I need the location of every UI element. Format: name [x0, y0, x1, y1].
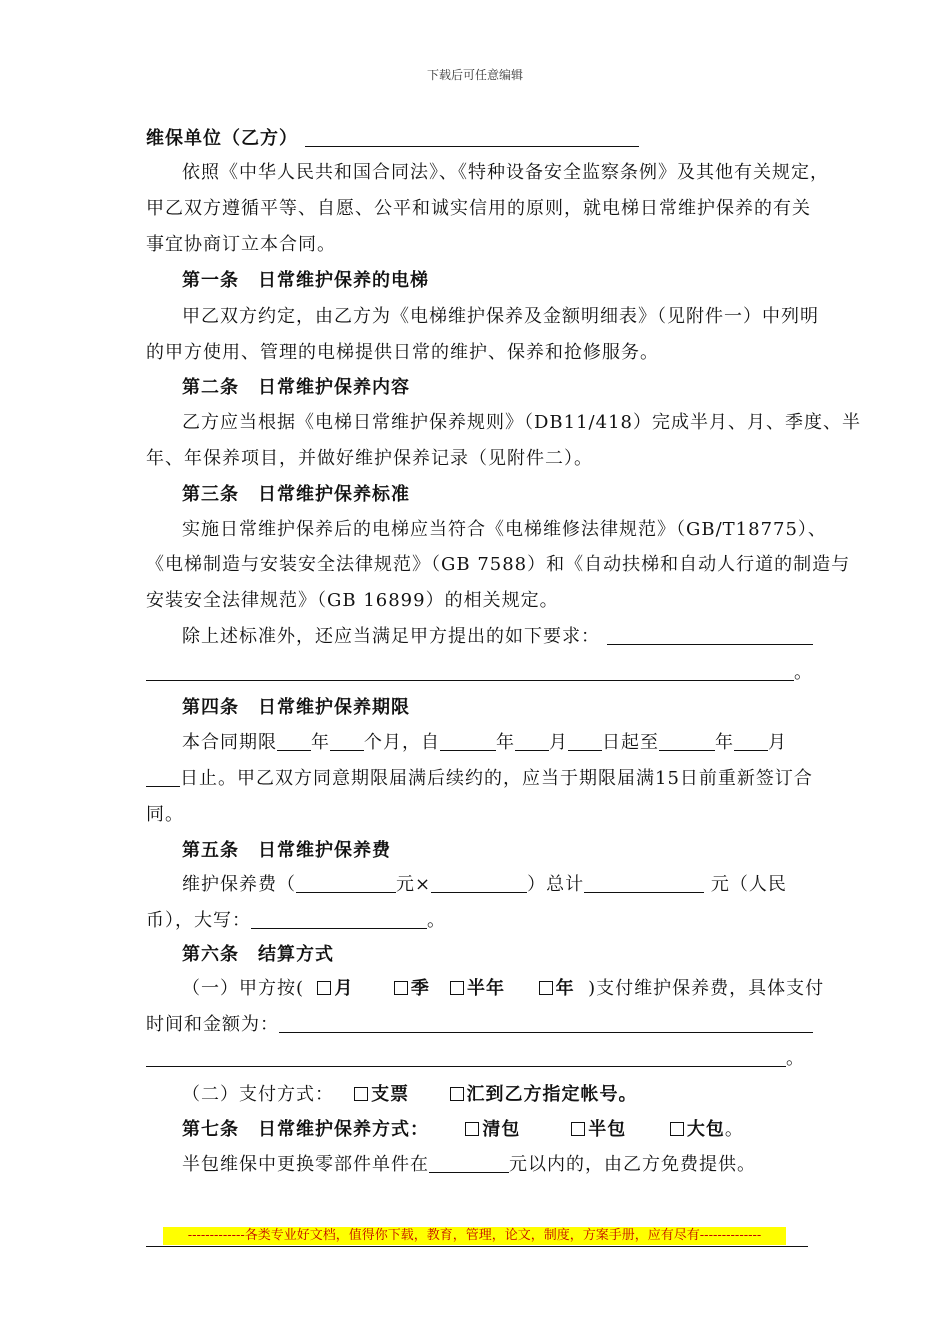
- requirements-end: 。: [794, 662, 813, 683]
- article-4-line-1: [182, 730, 808, 756]
- start-day-unit: 日起至: [602, 732, 659, 753]
- article-6-line-3: [146, 1046, 808, 1072]
- checkbox-month[interactable]: [317, 981, 331, 995]
- footer-divider: [146, 1246, 808, 1247]
- fee-total-blank[interactable]: [584, 874, 704, 893]
- article-7-title: 第七条 日常维护保养方式：: [182, 1119, 429, 1140]
- fee-currency-label: 元（人民: [710, 874, 787, 895]
- start-day-blank[interactable]: [568, 732, 602, 751]
- settlement-time-label: 时间和金额为：: [146, 1014, 279, 1035]
- option-month-label: 月: [334, 978, 354, 999]
- option-half-contract-label: 半包: [588, 1119, 627, 1140]
- preamble-line-1: 依照《中华人民共和国合同法》、《特种设备安全监察条例》及其他有关规定，: [182, 162, 829, 183]
- start-year-unit: 年: [496, 732, 515, 753]
- checkbox-check-payment[interactable]: [354, 1087, 368, 1101]
- checkbox-major-contract[interactable]: [670, 1122, 684, 1136]
- article-3-line-1: 实施日常维护保养后的电梯应当符合《电梯维修法律规范》（GB/T18775）、: [182, 519, 827, 540]
- article-4-line-3: 同。: [146, 804, 184, 825]
- start-month-unit: 月: [549, 732, 568, 753]
- end-month-unit: 月: [768, 732, 787, 753]
- end-year-blank[interactable]: [659, 732, 715, 751]
- article-4-renewal-text: 日止。甲乙双方同意期限届满后续约的，应当于期限届满15日前重新签订合: [180, 768, 813, 789]
- checkbox-half-contract[interactable]: [571, 1122, 585, 1136]
- article-3-title: 第三条 日常维护保养标准: [182, 484, 410, 505]
- parts-limit-label: 半包维保中更换零部件单件在: [182, 1154, 429, 1175]
- checkbox-full-contract[interactable]: [465, 1122, 479, 1136]
- term-label: 本合同期限: [182, 732, 277, 753]
- footer-banner: -------------各类专业好文档，值得你下载，教育，管理，论文，制度，方案手册，应有尽有--------------: [163, 1227, 786, 1245]
- option-full-contract-label: 清包: [482, 1119, 521, 1140]
- article-5-line-1: [182, 872, 808, 898]
- article-2-line-2: 年、年保养项目，并做好维护保养记录（见附件二）。: [146, 448, 593, 469]
- payment-method-label: （二）支付方式：: [182, 1084, 334, 1105]
- fee-capital-label: 币），大写：: [146, 910, 251, 931]
- fee-multiply: 元×: [396, 874, 432, 895]
- article-3-requirements-label: 除上述标准外，还应当满足甲方提出的如下要求：: [182, 626, 600, 647]
- parts-limit-text: 元以内的，由乙方免费提供。: [509, 1154, 756, 1175]
- checkbox-bank-transfer[interactable]: [450, 1087, 464, 1101]
- settlement-time-blank-2[interactable]: [146, 1048, 786, 1067]
- preamble-line-3: 事宜协商订立本合同。: [146, 234, 336, 255]
- term-years-blank[interactable]: [277, 732, 311, 751]
- article-4-title: 第四条 日常维护保养期限: [182, 697, 410, 718]
- checkbox-half-year[interactable]: [450, 981, 464, 995]
- start-month-blank[interactable]: [515, 732, 549, 751]
- fee-capital-blank[interactable]: [251, 910, 427, 929]
- article-4-line-2: [146, 766, 813, 792]
- article-2-line-1: 乙方应当根据《电梯日常维护保养规则》（DB11/418）完成半月、月、季度、半: [182, 412, 861, 433]
- article-1-title: 第一条 日常维护保养的电梯: [182, 270, 429, 291]
- fee-quantity-blank[interactable]: [431, 874, 527, 893]
- end-month-blank[interactable]: [734, 732, 768, 751]
- start-year-blank[interactable]: [440, 732, 496, 751]
- settlement-time-blank[interactable]: [279, 1014, 813, 1033]
- term-years-unit: 年: [311, 732, 330, 753]
- option-quarter-label: 季: [410, 978, 430, 999]
- fee-unit-price-blank[interactable]: [296, 874, 396, 893]
- option-transfer-label: 汇到乙方指定帐号。: [466, 1084, 638, 1105]
- fee-label: 维护保养费（: [182, 874, 296, 895]
- end-year-unit: 年: [715, 732, 734, 753]
- article-7-parts-line: [182, 1152, 808, 1178]
- article-3-requirements-line: [182, 624, 808, 650]
- article-6-title: 第六条 结算方式: [182, 944, 334, 965]
- party-b-blank[interactable]: [305, 128, 639, 147]
- fee-capital-end: 。: [427, 910, 446, 931]
- article-6-line-1: [182, 976, 825, 1002]
- article-6-line-2: [146, 1012, 808, 1038]
- option-half-year-label: 半年: [467, 978, 505, 999]
- checkbox-year[interactable]: [539, 981, 553, 995]
- term-months-blank[interactable]: [330, 732, 364, 751]
- settlement-label: （一）甲方按(: [182, 978, 305, 999]
- article-7-end: 。: [724, 1119, 744, 1140]
- option-major-contract-label: 大包: [686, 1119, 725, 1140]
- article-3-line-3: 安装安全法律规范》（GB 16899）的相关规定。: [146, 590, 559, 611]
- article-7-line: [182, 1117, 808, 1143]
- party-b-line: [146, 126, 808, 152]
- parts-limit-blank[interactable]: [429, 1154, 509, 1173]
- requirements-blank-2[interactable]: [146, 662, 794, 681]
- preamble-line-2: 甲乙双方遵循平等、自愿、公平和诚实信用的原则，就电梯日常维护保养的有关: [146, 198, 811, 219]
- option-check-label: 支票: [371, 1084, 410, 1105]
- option-year-label: 年: [555, 978, 575, 999]
- article-5-line-2: [146, 908, 808, 934]
- fee-total-label: ）总计: [527, 874, 585, 895]
- term-months-unit: 个月，自: [364, 732, 440, 753]
- article-1-line-1: 甲乙双方约定，由乙方为《电梯维护保养及金额明细表》（见附件一）中列明: [182, 306, 819, 327]
- checkbox-quarter[interactable]: [394, 981, 408, 995]
- article-5-title: 第五条 日常维护保养费: [182, 840, 391, 861]
- settlement-end: 。: [786, 1048, 805, 1069]
- end-day-blank[interactable]: [146, 768, 180, 787]
- page-header-note: 下载后可任意编辑: [426, 68, 523, 82]
- article-3-line-2: 《电梯制造与安装安全法律规范》（GB 7588）和《自动扶梯和自动人行道的制造与: [146, 554, 851, 575]
- article-2-title: 第二条 日常维护保养内容: [182, 377, 410, 398]
- article-6-payment-method-line: [182, 1082, 808, 1108]
- article-3-requirements-line-2: [146, 660, 813, 686]
- party-b-label: 维保单位（乙方）: [146, 128, 298, 149]
- article-1-line-2: 的甲方使用、管理的电梯提供日常的维护、保养和抢修服务。: [146, 342, 659, 363]
- settlement-payment-text: )支付维护保养费，具体支付: [588, 978, 825, 999]
- requirements-blank-1[interactable]: [607, 626, 813, 645]
